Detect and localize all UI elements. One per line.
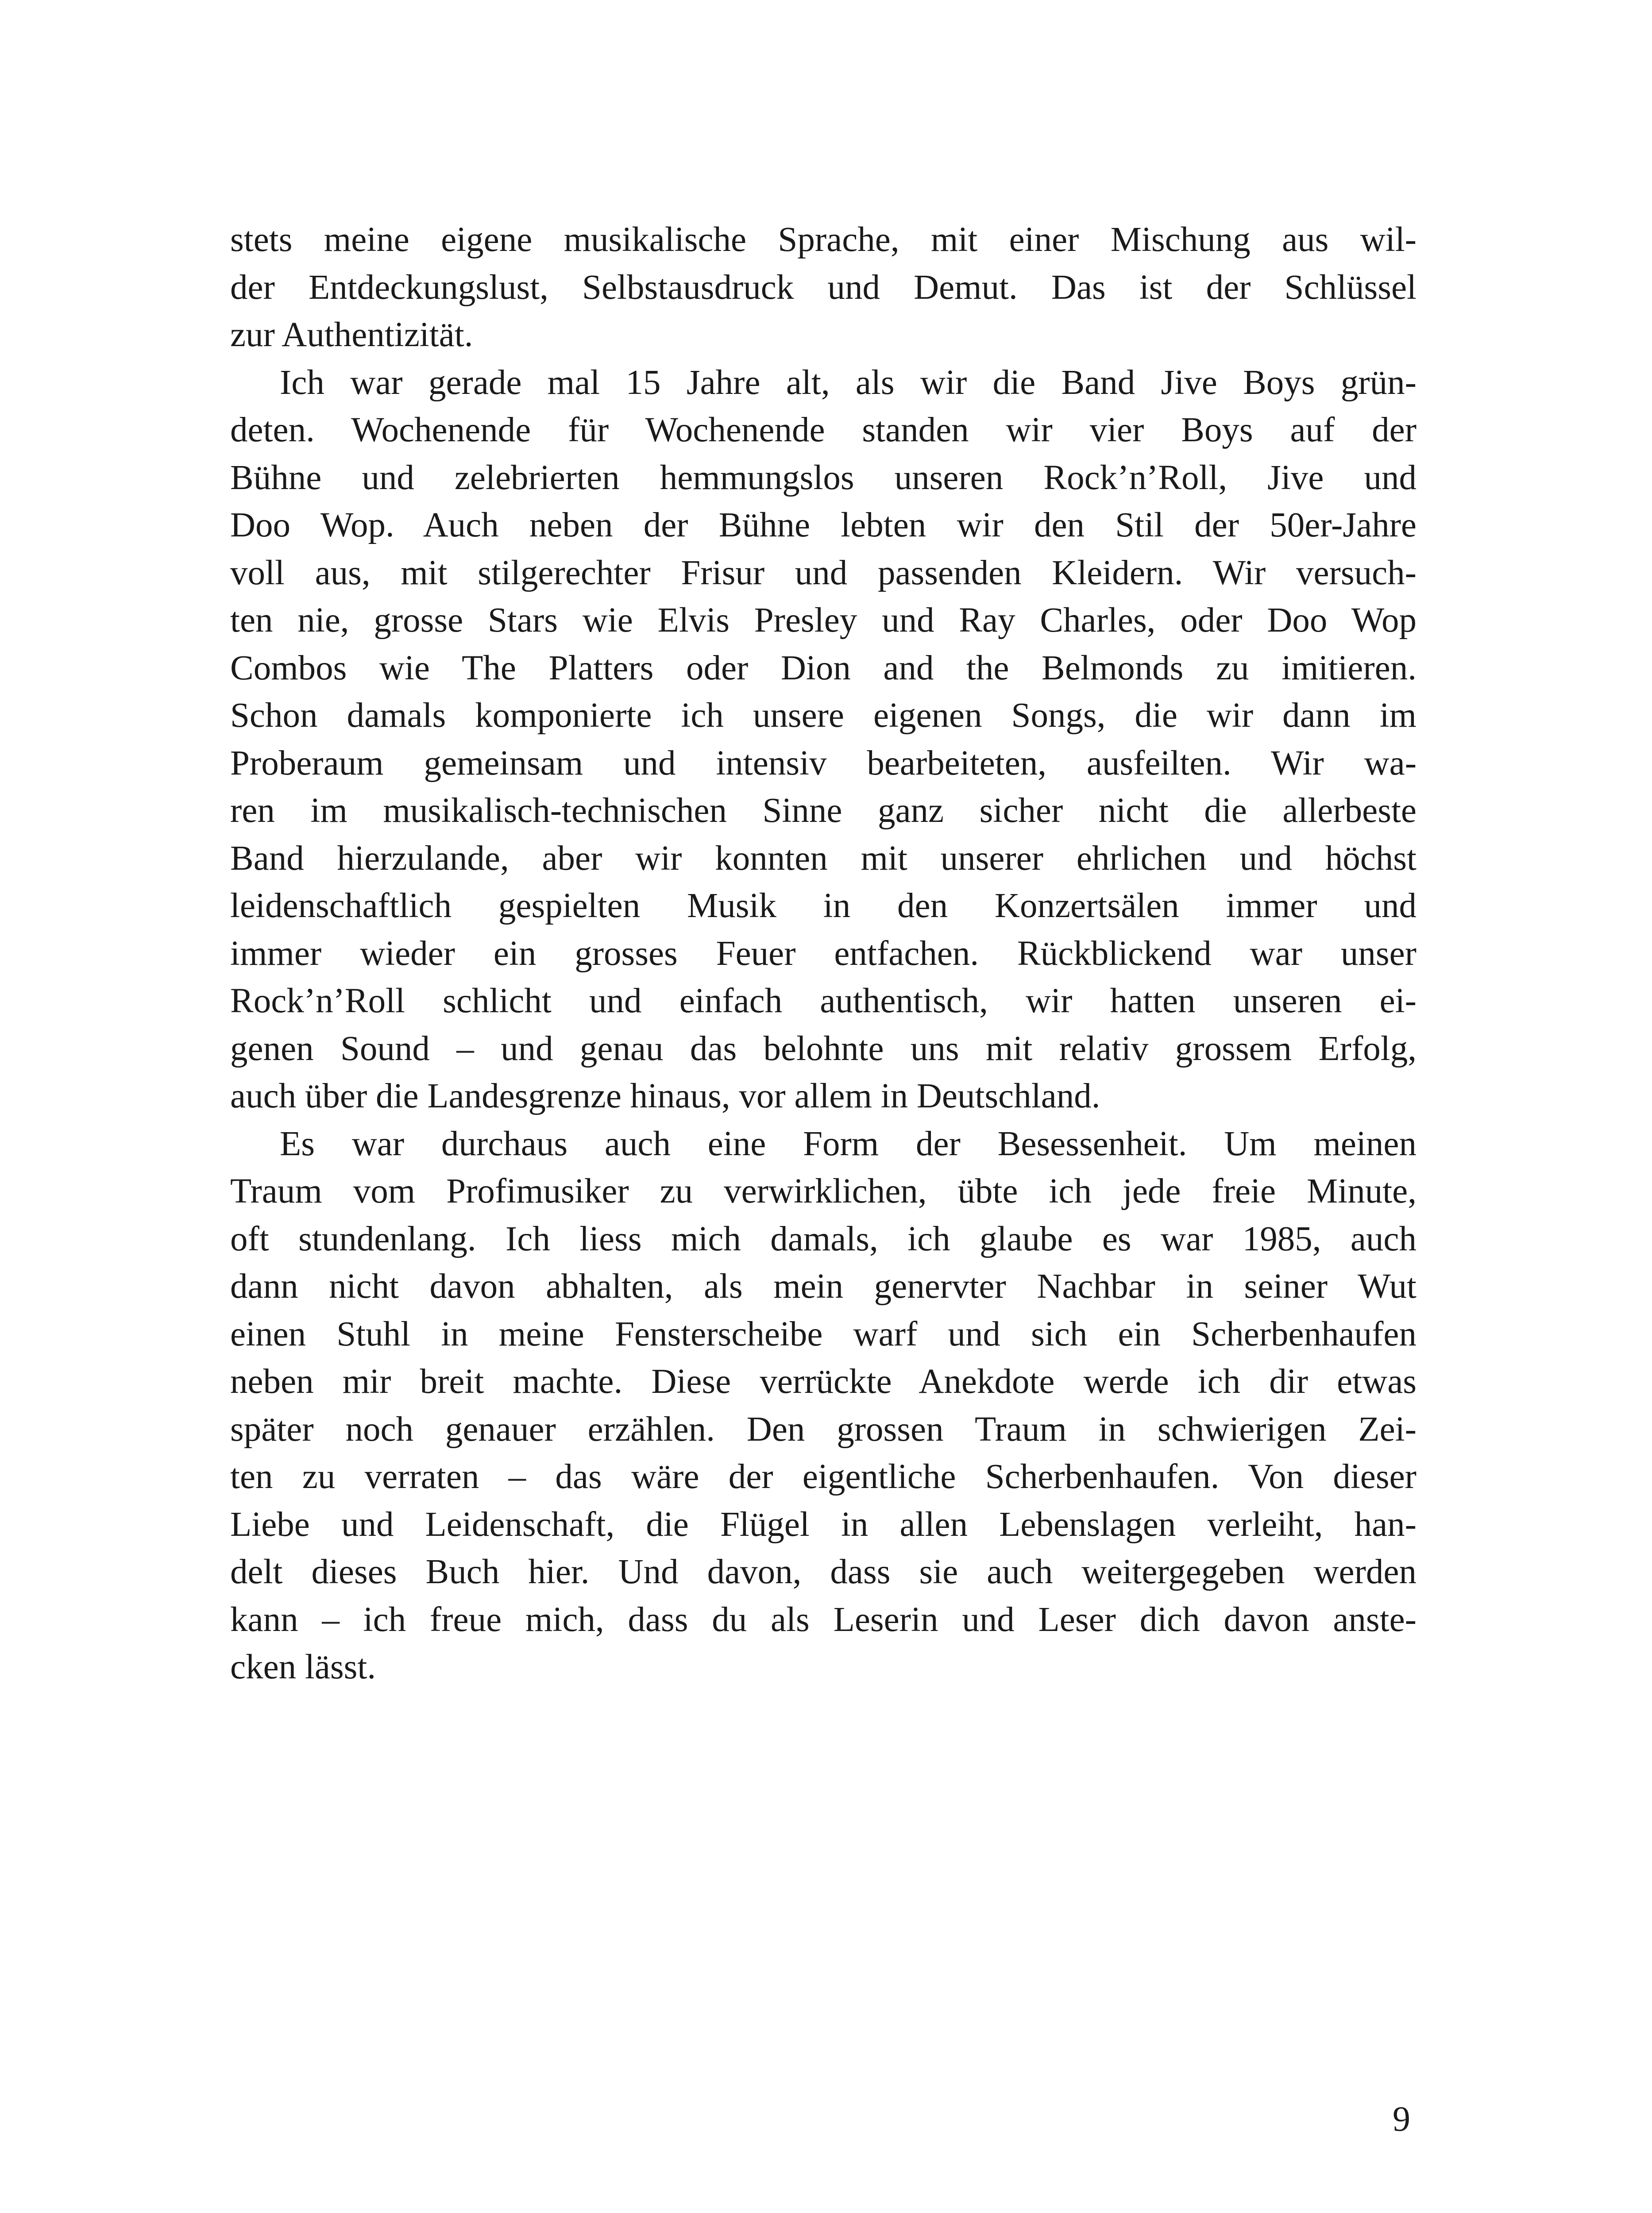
text-line: ten nie, grosse Stars wie Elvis Presley und Ray Charles, oder Doo Wop [230,601,1417,640]
text-line: leidenschaftlich gespielten Musik in den Konzertsälen immer und [230,887,1417,925]
body-text [230,216,1417,1691]
text-line: Proberaum gemeinsam und intensiv bearbeiteten, ausfeilten. Wir wa- [230,744,1417,783]
text-line: deten. Wochenende für Wochenende standen wir vier Boys auf der [230,411,1417,449]
text-line: immer wieder ein grosses Feuer entfachen. Rückblickend war unser [230,934,1417,973]
text-line: Rock’n’Roll schlicht und einfach authentisch, wir hatten unseren ei- [230,982,1417,1020]
text-line: ten zu verraten – das wäre der eigentliche Scherbenhaufen. Von dieser [230,1457,1417,1496]
text-line: Ich war gerade mal 15 Jahre alt, als wir die Band Jive Boys grün- [280,363,1417,402]
text-line: voll aus, mit stilgerechter Frisur und passenden Kleidern. Wir versuch- [230,553,1417,592]
text-line: Bühne und zelebrierten hemmungslos unseren Rock’n’Roll, Jive und [230,458,1417,497]
text-line: stets meine eigene musikalische Sprache, mit einer Mischung aus wil- [230,220,1417,259]
page-number: 9 [1393,2100,1410,2139]
text-line: Band hierzulande, aber wir konnten mit unserer ehrlichen und höchst [230,839,1417,878]
text-line: zur Authentizität. [230,316,473,354]
text-line: Traum vom Profimusiker zu verwirklichen, übte ich jede freie Minute, [230,1172,1417,1211]
text-line: cken lässt. [230,1648,376,1686]
text-line: Doo Wop. Auch neben der Bühne lebten wir den Stil der 50er-Jahre [230,506,1417,544]
text-line: dann nicht davon abhalten, als mein genervter Nachbar in seiner Wut [230,1267,1417,1306]
text-line: Combos wie The Platters oder Dion and the Belmonds zu imitieren. [230,648,1417,687]
text-line: ren im musikalisch-technischen Sinne ganz sicher nicht die allerbeste [230,791,1417,830]
text-line: neben mir breit machte. Diese verrückte Anekdote werde ich dir etwas [230,1362,1417,1401]
text-line: Schon damals komponierte ich unsere eigenen Songs, die wir dann im [230,696,1417,735]
text-line: Liebe und Leidenschaft, die Flügel in allen Lebenslagen verleiht, han- [230,1505,1417,1544]
text-line: später noch genauer erzählen. Den grossen Traum in schwierigen Zei- [230,1410,1417,1449]
text-line: genen Sound – und genau das belohnte uns mit relativ grossem Erfolg, [230,1029,1417,1068]
text-line: der Entdeckungslust, Selbstausdruck und Demut. Das ist der Schlüssel [230,268,1417,307]
text-line: einen Stuhl in meine Fensterscheibe warf und sich ein Scherbenhaufen [230,1315,1417,1353]
text-line: Es war durchaus auch eine Form der Besessenheit. Um meinen [280,1124,1417,1163]
text-line: oft stundenlang. Ich liess mich damals, ich glaube es war 1985, auch [230,1219,1417,1258]
text-line: kann – ich freue mich, dass du als Leserin und Leser dich davon anste- [230,1600,1417,1639]
text-line: auch über die Landesgrenze hinaus, vor allem in Deutschland. [230,1077,1100,1115]
text-line: delt dieses Buch hier. Und davon, dass sie auch weitergegeben werden [230,1553,1417,1591]
